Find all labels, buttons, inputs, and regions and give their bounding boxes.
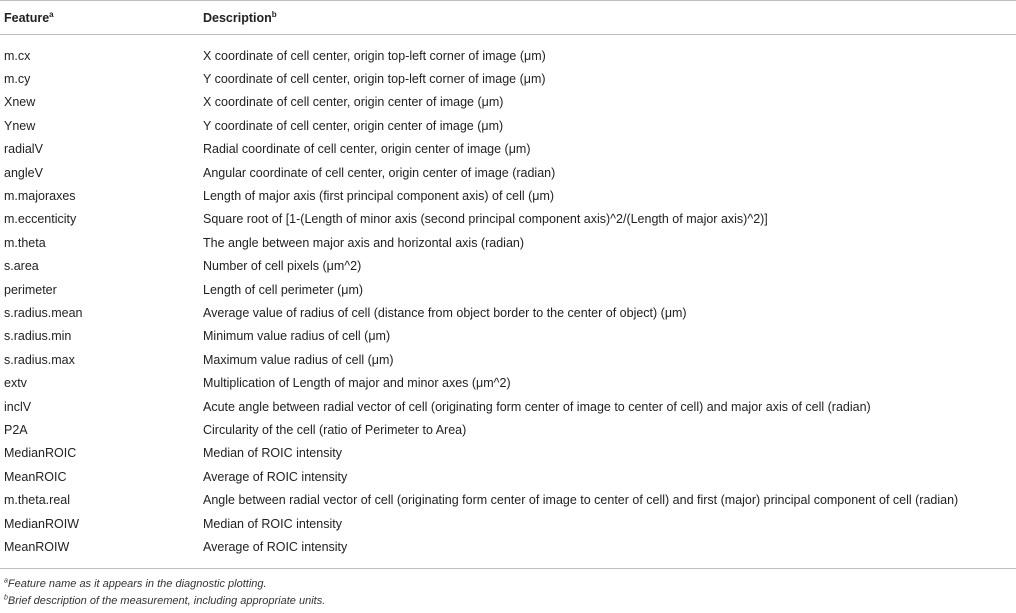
table-header-row [0, 1, 1016, 35]
feature-cell: m.cx [4, 48, 31, 63]
table-row [0, 138, 1016, 161]
description-cell: Maximum value radius of cell (μm) [203, 352, 394, 367]
feature-cell: MeanROIW [4, 539, 70, 554]
feature-cell: s.area [4, 259, 39, 274]
description-cell: X coordinate of cell center, origin center of image (μm) [203, 95, 504, 110]
table-row [0, 67, 1016, 90]
footnote-b-mark: b [4, 594, 8, 602]
footnote-b [4, 593, 325, 610]
header-feature [0, 1, 199, 35]
header-feature-label: Feature [4, 10, 50, 25]
feature-cell: m.majoraxes [4, 189, 76, 204]
description-cell: Y coordinate of cell center, origin top-left corner of image (μm) [203, 72, 546, 87]
table-row [0, 465, 1016, 488]
description-cell: X coordinate of cell center, origin top-left corner of image (μm) [203, 48, 546, 63]
feature-cell: angleV [4, 165, 43, 180]
feature-cell: s.radius.max [4, 352, 75, 367]
header-feature-footnote-mark: a [49, 9, 54, 19]
feature-cell: m.theta [4, 235, 46, 250]
description-cell: Average of ROIC intensity [203, 469, 348, 484]
table-row [0, 255, 1016, 278]
feature-cell: m.eccenticity [4, 212, 77, 227]
footnote-a [4, 576, 325, 593]
header-description [199, 1, 1016, 35]
description-cell: Length of major axis (first principal component axis) of cell (μm) [203, 189, 555, 204]
footnote-a-text: Feature name as it appears in the diagnostic plotting. [7, 578, 267, 590]
feature-cell: inclV [4, 399, 32, 414]
table-row [0, 512, 1016, 535]
description-cell: Circularity of the cell (ratio of Perimeter to Area) [203, 422, 467, 437]
table-row [0, 348, 1016, 371]
description-cell: Median of ROIC intensity [203, 516, 342, 531]
table-bottom-spacer [0, 559, 1016, 569]
description-cell: Number of cell pixels (μm^2) [203, 259, 362, 274]
table-row [0, 44, 1016, 67]
feature-cell: MeanROIC [4, 469, 67, 484]
table-row [0, 301, 1016, 324]
footnote-a-mark: a [4, 577, 8, 585]
description-cell: Radial coordinate of cell center, origin center of image (μm) [203, 142, 531, 157]
description-cell: Average of ROIC intensity [203, 539, 348, 554]
footnote-b-text: Brief description of the measurement, including appropriate units. [7, 595, 326, 607]
feature-cell: MedianROIW [4, 516, 80, 531]
table-row [0, 91, 1016, 114]
feature-cell: m.cy [4, 72, 31, 87]
header-description-footnote-mark: b [271, 9, 277, 19]
description-cell: Minimum value radius of cell (μm) [203, 329, 391, 344]
feature-cell: radialV [4, 142, 43, 157]
table-top-spacer [0, 35, 1016, 45]
description-cell: Y coordinate of cell center, origin center of image (μm) [203, 118, 504, 133]
description-cell: Acute angle between radial vector of cell (originating form center of image to center of cell) and major axis of cell (radian) [203, 399, 871, 414]
description-cell: Multiplication of Length of major and minor axes (μm^2) [203, 376, 511, 391]
description-cell: Square root of [1-(Length of minor axis (second principal component axis)^2/(Length of major axis)^2)] [203, 212, 768, 227]
table-row [0, 442, 1016, 465]
feature-cell: MedianROIC [4, 446, 77, 461]
table-row [0, 231, 1016, 254]
feature-cell: s.radius.mean [4, 305, 83, 320]
header-description-label: Description [203, 10, 272, 25]
table-row [0, 395, 1016, 418]
feature-cell: s.radius.min [4, 329, 72, 344]
description-cell: The angle between major axis and horizontal axis (radian) [203, 235, 525, 250]
table-row [0, 371, 1016, 394]
feature-cell: extv [4, 376, 27, 391]
table-row [0, 418, 1016, 441]
table-row [0, 488, 1016, 511]
table-row [0, 325, 1016, 348]
feature-cell: P2A [4, 422, 28, 437]
description-cell: Angular coordinate of cell center, origin center of image (radian) [203, 165, 556, 180]
table-row [0, 208, 1016, 231]
table-body [0, 35, 1016, 569]
table-row [0, 161, 1016, 184]
description-cell: Angle between radial vector of cell (originating form center of image to center of cell) and first (major) principal component of cell (radian) [203, 493, 959, 508]
description-cell: Length of cell perimeter (μm) [203, 282, 364, 297]
table-row [0, 114, 1016, 137]
table-row [0, 278, 1016, 301]
description-cell: Average value of radius of cell (distance from object border to the center of object) (μm) [203, 305, 687, 320]
feature-cell: Ynew [4, 118, 36, 133]
footnotes [4, 576, 325, 610]
feature-cell: perimeter [4, 282, 57, 297]
feature-cell: m.theta.real [4, 493, 71, 508]
table-row [0, 535, 1016, 558]
feature-cell: Xnew [4, 95, 36, 110]
description-cell: Median of ROIC intensity [203, 446, 342, 461]
table-row [0, 184, 1016, 207]
